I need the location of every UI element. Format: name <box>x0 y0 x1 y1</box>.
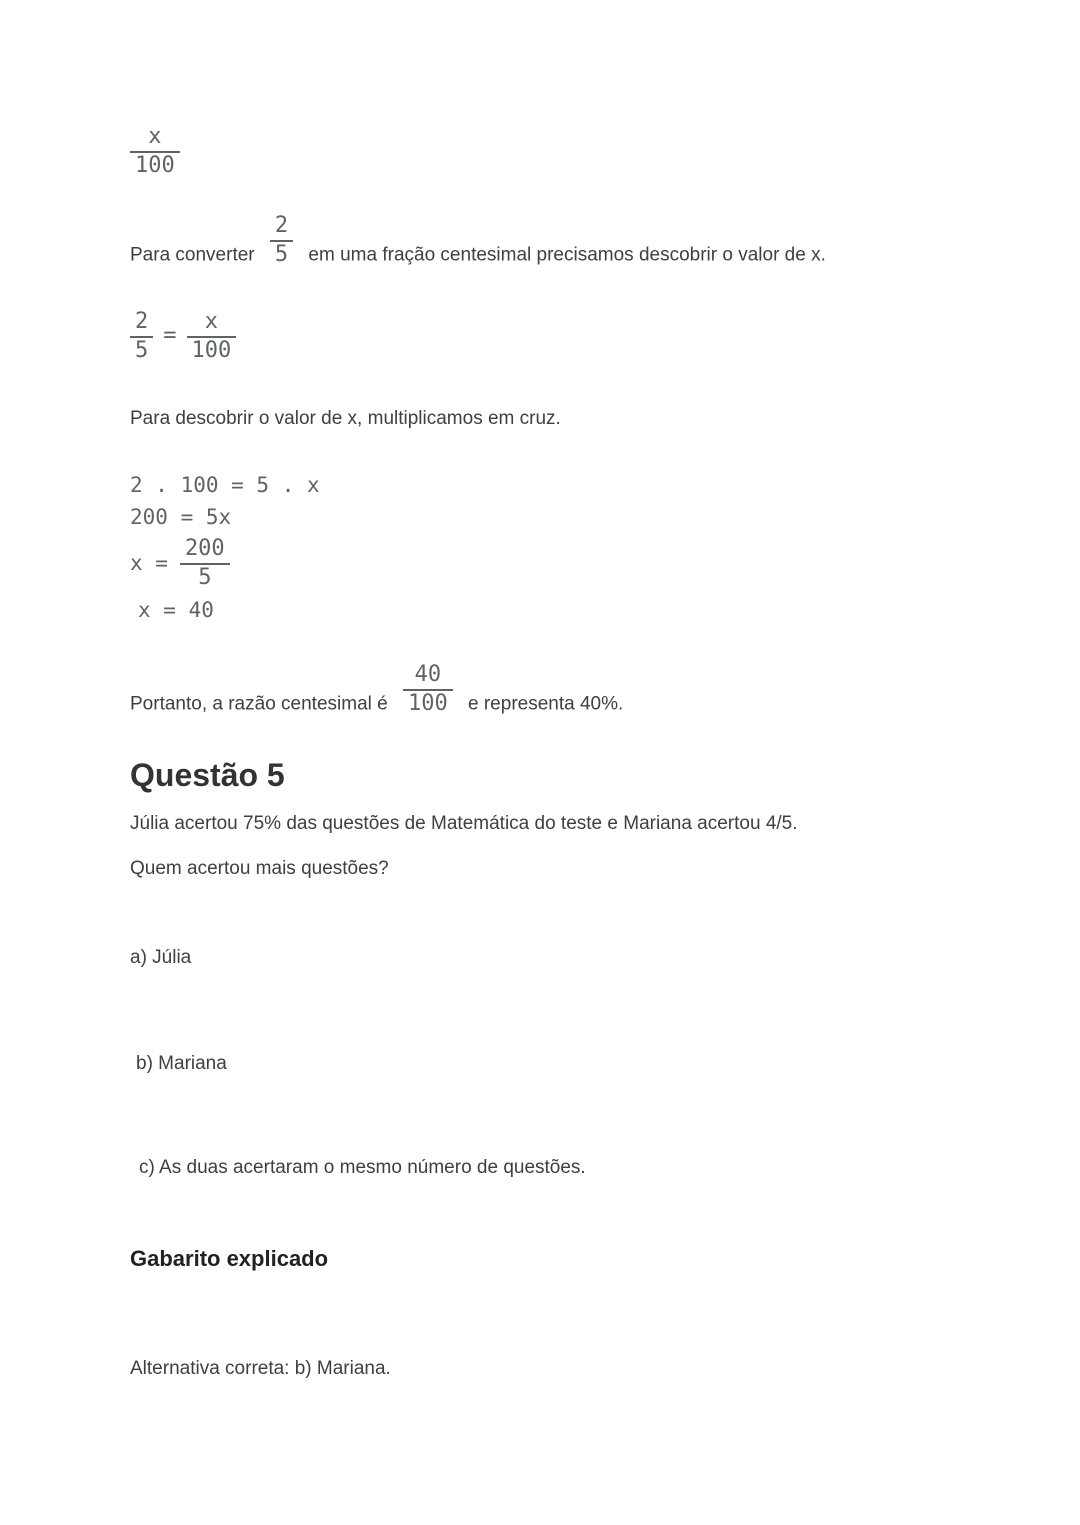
fraction-numerator: 2 <box>274 213 289 239</box>
fraction-denominator: 5 <box>180 563 230 591</box>
option-c: c) As duas acertaram o mesmo número de questões. <box>139 1157 586 1178</box>
intro-text-after: em uma fração centesimal precisamos descobrir o valor de x. <box>303 244 826 266</box>
option-b: b) Mariana <box>136 1053 227 1074</box>
fraction-numerator: 2 <box>135 308 149 334</box>
fraction-denominator: 100 <box>187 336 237 364</box>
intro-text-before: Para converter <box>130 244 260 266</box>
fraction-denominator: 5 <box>130 336 153 364</box>
fraction-2-over-5 <box>130 310 153 363</box>
math-step-fraction <box>130 537 970 590</box>
answer-key-heading: Gabarito explicado <box>130 1246 329 1271</box>
fraction-numerator: x <box>148 124 162 149</box>
math-step-line: 2 . 100 = 5 . x <box>130 473 320 498</box>
proportion-equation <box>130 310 970 363</box>
fraction-numerator: x <box>204 308 218 334</box>
option-a: a) Júlia <box>130 947 192 968</box>
question-prompt: Quem acertou mais questões? <box>130 858 389 879</box>
fraction-numerator: 200 <box>184 536 225 562</box>
conclusion-paragraph <box>130 663 970 717</box>
math-step-lead: x = <box>130 550 168 575</box>
correct-answer-text: Alternativa correta: b) Mariana. <box>130 1358 391 1379</box>
question-heading: Questão 5 <box>130 757 285 793</box>
conclusion-text-after: e representa 40%. <box>462 694 624 715</box>
fraction-200-over-5 <box>180 537 230 590</box>
fraction-2-over-5 <box>270 214 293 267</box>
math-step-line: 200 = 5x <box>130 505 232 530</box>
conclusion-text-before: Portanto, a razão centesimal é <box>130 694 393 715</box>
fraction-40-over-100 <box>403 663 453 716</box>
cross-multiply-paragraph: Para descobrir o valor de x, multiplicamos em cruz. <box>130 408 561 430</box>
fraction-x-over-100 <box>130 125 180 178</box>
fraction-denominator: 100 <box>130 151 180 179</box>
fraction-denominator: 5 <box>270 240 293 268</box>
fraction-numerator: 40 <box>414 662 442 688</box>
equals-sign: = <box>163 323 177 348</box>
fraction-denominator: 100 <box>403 689 453 717</box>
math-step-line: x = 40 <box>138 598 214 623</box>
fraction-x-over-100 <box>187 310 237 363</box>
intro-paragraph <box>130 214 970 268</box>
math-steps-block <box>130 469 970 626</box>
question-statement: Júlia acertou 75% das questões de Matemática do teste e Mariana acertou 4/5. <box>130 813 798 834</box>
